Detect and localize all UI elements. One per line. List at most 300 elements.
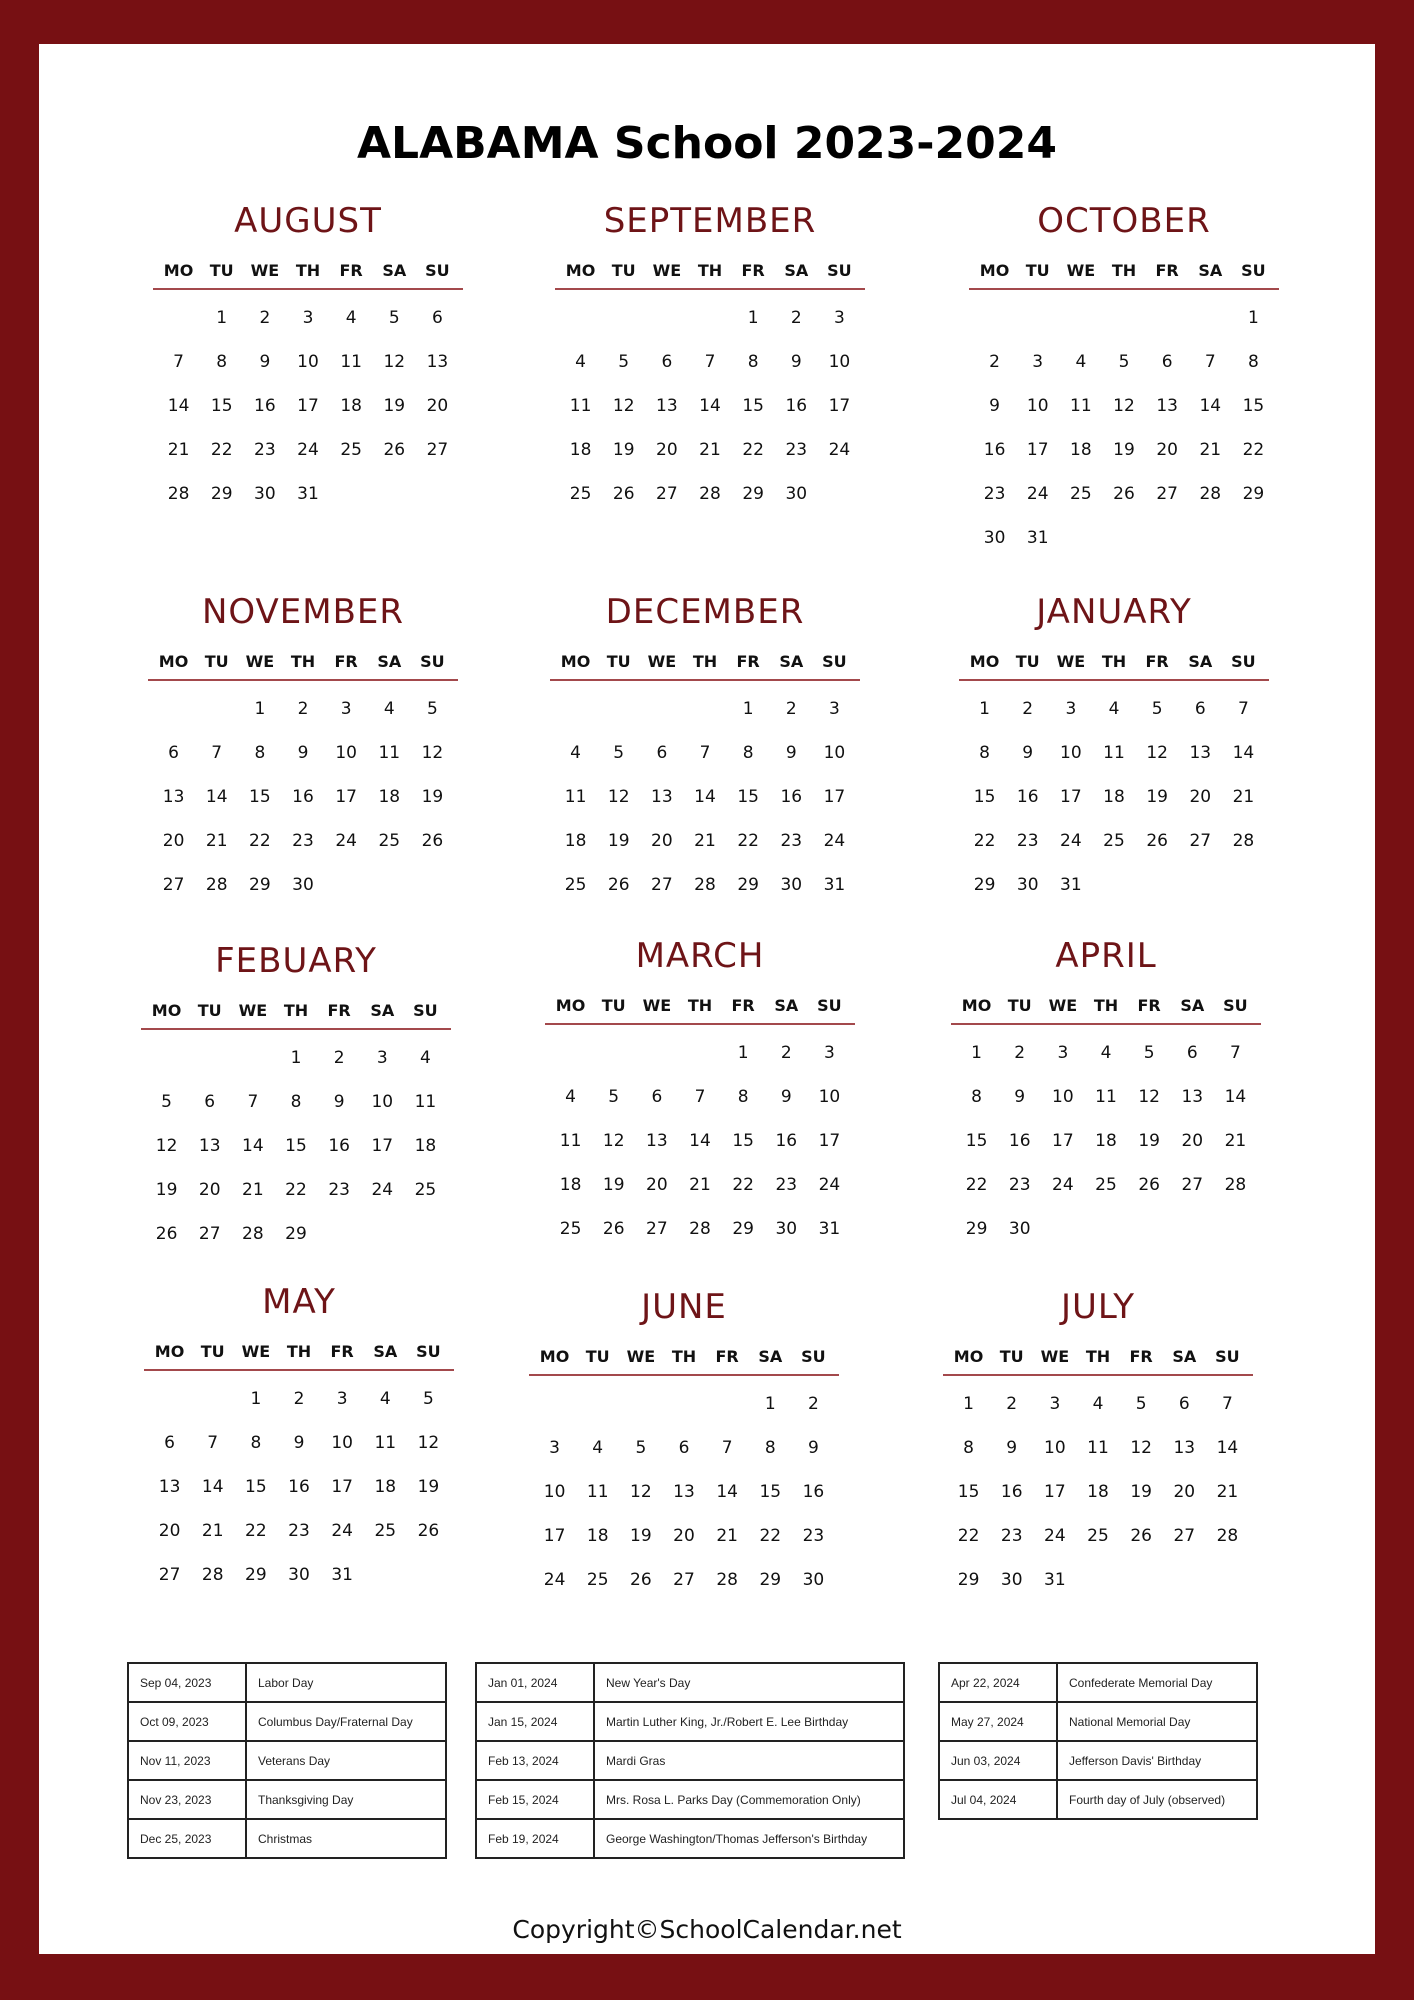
day-cell: 19 <box>607 831 630 851</box>
day-cell: 26 <box>1138 1175 1160 1195</box>
day-cell: 14 <box>1224 1087 1247 1107</box>
weekday-label: TU <box>999 1347 1024 1366</box>
day-grid <box>141 1030 451 1256</box>
day-cell: 18 <box>569 440 592 460</box>
weekday-header <box>144 1335 454 1371</box>
day-cell: 2 <box>293 1389 305 1409</box>
holiday-date: Feb 13, 2024 <box>476 1741 594 1780</box>
day-cell: 2 <box>780 1043 792 1063</box>
day-cell: 13 <box>162 787 185 807</box>
day-cell: 24 <box>1044 1526 1066 1546</box>
holiday-name: Veterans Day <box>246 1741 446 1780</box>
day-cell: 3 <box>829 699 840 719</box>
weekday-label: MO <box>953 1347 984 1366</box>
empty-day <box>678 1031 721 1075</box>
holiday-name: Martin Luther King, Jr./Robert E. Lee Birthday <box>594 1702 904 1741</box>
day-cell: 15 <box>759 1482 782 1502</box>
day-cell: 29 <box>973 875 996 895</box>
day-cell: 27 <box>1173 1526 1196 1546</box>
day-cell: 3 <box>1032 352 1044 372</box>
weekday-header <box>951 989 1261 1025</box>
day-cell: 1 <box>254 699 266 719</box>
day-grid <box>529 1376 839 1602</box>
day-cell: 20 <box>651 831 673 851</box>
day-cell: 31 <box>1060 875 1082 895</box>
holiday-date: Apr 22, 2024 <box>939 1663 1057 1702</box>
day-cell: 27 <box>162 875 185 895</box>
weekday-label: SA <box>758 1347 783 1366</box>
day-cell: 6 <box>168 743 179 763</box>
weekday-label: FR <box>1137 996 1161 1015</box>
holiday-row <box>476 1702 904 1741</box>
holiday-row <box>476 1663 904 1702</box>
weekday-label: TH <box>286 1342 312 1361</box>
day-cell: 7 <box>1222 1394 1233 1414</box>
day-cell: 4 <box>565 1087 576 1107</box>
day-cell: 17 <box>823 787 846 807</box>
weekday-label: MO <box>560 652 591 671</box>
weekday-label: TH <box>1111 261 1137 280</box>
day-cell: 1 <box>216 308 228 328</box>
weekday-label: SA <box>377 652 402 671</box>
day-cell: 7 <box>1230 1043 1241 1063</box>
empty-day <box>688 296 731 340</box>
weekday-label: MO <box>154 1342 185 1361</box>
day-cell: 10 <box>818 1087 841 1107</box>
day-cell: 8 <box>979 743 990 763</box>
holiday-name: Columbus Day/Fraternal Day <box>246 1702 446 1741</box>
day-cell: 17 <box>818 1131 841 1151</box>
day-cell: 3 <box>1065 699 1077 719</box>
day-cell: 22 <box>1242 440 1265 460</box>
day-cell: 27 <box>1189 831 1212 851</box>
holiday-name: Mardi Gras <box>594 1741 904 1780</box>
day-cell: 21 <box>699 440 721 460</box>
empty-day <box>619 1382 662 1426</box>
weekday-label: SU <box>416 1342 441 1361</box>
day-cell: 16 <box>775 1131 798 1151</box>
day-cell: 20 <box>426 396 449 416</box>
weekday-label: MO <box>158 652 189 671</box>
day-cell: 15 <box>973 787 996 807</box>
day-cell: 27 <box>656 484 678 504</box>
day-cell: 31 <box>331 1565 353 1585</box>
day-cell: 16 <box>292 787 314 807</box>
day-cell: 12 <box>1130 1438 1152 1458</box>
day-cell: 25 <box>374 1521 397 1541</box>
day-cell: 8 <box>742 743 754 763</box>
day-cell: 18 <box>1095 1131 1117 1151</box>
day-cell: 20 <box>162 831 185 851</box>
day-cell: 24 <box>818 1175 841 1195</box>
day-cell: 2 <box>808 1394 819 1414</box>
weekday-label: TU <box>1015 652 1040 671</box>
weekday-label: TU <box>204 652 229 671</box>
day-cell: 29 <box>1242 484 1265 504</box>
holiday-date: Sep 04, 2023 <box>128 1663 246 1702</box>
day-cell: 13 <box>1189 743 1212 763</box>
weekday-label: FR <box>715 1347 739 1366</box>
day-cell: 30 <box>254 484 276 504</box>
day-cell: 30 <box>802 1570 825 1590</box>
weekday-label: WE <box>626 1347 656 1366</box>
weekday-header <box>148 645 458 681</box>
day-cell: 29 <box>742 484 764 504</box>
day-cell: 9 <box>293 1433 305 1453</box>
day-cell: 13 <box>1181 1087 1204 1107</box>
holiday-date: Oct 09, 2023 <box>128 1702 246 1741</box>
day-cell: 1 <box>737 1043 749 1063</box>
day-cell: 4 <box>570 743 581 763</box>
day-cell: 13 <box>198 1136 221 1156</box>
day-cell: 5 <box>1143 1043 1155 1063</box>
holiday-table-2 <box>475 1662 905 1859</box>
day-cell: 10 <box>331 1433 353 1453</box>
month-name: JANUARY <box>1036 592 1192 632</box>
weekday-label: TU <box>601 996 626 1015</box>
day-cell: 21 <box>205 831 228 851</box>
day-cell: 11 <box>564 787 587 807</box>
weekday-header <box>545 989 855 1025</box>
day-cell: 30 <box>288 1565 310 1585</box>
day-cell: 3 <box>336 1389 348 1409</box>
weekday-label: SA <box>784 261 809 280</box>
weekday-label: SA <box>1188 652 1213 671</box>
holiday-date: Dec 25, 2023 <box>128 1819 246 1858</box>
month-july <box>943 1284 1253 1602</box>
day-cell: 15 <box>210 396 233 416</box>
day-cell: 18 <box>1070 440 1092 460</box>
day-cell: 30 <box>780 875 803 895</box>
day-cell: 16 <box>802 1482 825 1502</box>
day-cell: 5 <box>427 699 438 719</box>
day-cell: 24 <box>1026 484 1049 504</box>
day-cell: 5 <box>618 352 630 372</box>
day-cell: 28 <box>1232 831 1255 851</box>
holiday-row <box>128 1663 446 1702</box>
day-cell: 24 <box>823 831 846 851</box>
day-cell: 30 <box>1000 1570 1023 1590</box>
day-cell: 18 <box>374 1477 397 1497</box>
day-cell: 5 <box>608 1087 620 1107</box>
month-april <box>951 933 1261 1251</box>
weekday-label: FR <box>1145 652 1169 671</box>
day-cell: 16 <box>780 787 803 807</box>
day-cell: 19 <box>383 396 406 416</box>
day-cell: 8 <box>216 352 228 372</box>
day-cell: 31 <box>818 1219 841 1239</box>
day-cell: 10 <box>828 352 851 372</box>
day-cell: 9 <box>989 396 1000 416</box>
day-cell: 27 <box>426 440 449 460</box>
day-cell: 27 <box>158 1565 181 1585</box>
day-cell: 10 <box>335 743 357 763</box>
day-cell: 21 <box>167 440 190 460</box>
empty-day <box>191 1377 234 1421</box>
empty-day <box>645 296 688 340</box>
day-cell: 3 <box>302 308 314 328</box>
day-cell: 10 <box>1044 1438 1066 1458</box>
day-cell: 6 <box>1178 1394 1190 1414</box>
day-cell: 17 <box>828 396 851 416</box>
day-cell: 9 <box>1014 1087 1026 1107</box>
day-cell: 7 <box>173 352 184 372</box>
day-cell: 23 <box>1016 831 1039 851</box>
weekday-label: SU <box>425 261 450 280</box>
weekday-label: WE <box>647 652 677 671</box>
weekday-label: FR <box>741 261 765 280</box>
day-cell: 12 <box>417 1433 440 1453</box>
day-cell: 8 <box>971 1087 982 1107</box>
day-cell: 12 <box>1113 396 1135 416</box>
weekday-label: MO <box>163 261 194 280</box>
weekday-label: TH <box>1101 652 1127 671</box>
weekday-label: MO <box>151 1001 182 1020</box>
day-grid <box>555 290 865 516</box>
day-grid <box>951 1025 1261 1251</box>
day-cell: 27 <box>1156 484 1178 504</box>
day-cell: 16 <box>785 396 808 416</box>
day-cell: 11 <box>1095 1087 1117 1107</box>
day-grid <box>943 1376 1253 1602</box>
month-june <box>529 1284 839 1602</box>
month-name: SEPTEMBER <box>603 201 817 241</box>
day-cell: 25 <box>378 831 401 851</box>
weekday-header <box>959 645 1269 681</box>
day-cell: 7 <box>207 1433 219 1453</box>
day-cell: 8 <box>254 743 266 763</box>
day-cell: 30 <box>983 528 1006 548</box>
day-cell: 22 <box>742 440 764 460</box>
day-cell: 12 <box>602 1131 625 1151</box>
month-october <box>969 198 1279 560</box>
day-cell: 28 <box>689 1219 711 1239</box>
month-name: FEBUARY <box>215 941 377 981</box>
day-cell: 24 <box>543 1570 566 1590</box>
weekday-header <box>153 254 463 290</box>
day-cell: 7 <box>699 743 711 763</box>
day-cell: 23 <box>802 1526 825 1546</box>
weekday-label: TH <box>671 1347 697 1366</box>
day-cell: 15 <box>1242 396 1265 416</box>
page-title: ALABAMA School 2023-2024 <box>356 118 1058 169</box>
day-cell: 21 <box>1232 787 1255 807</box>
day-cell: 1 <box>250 1389 262 1409</box>
day-cell: 23 <box>1008 1175 1031 1195</box>
day-cell: 13 <box>646 1131 668 1151</box>
day-cell: 25 <box>1095 1175 1117 1195</box>
empty-day <box>635 1031 678 1075</box>
weekday-label: MO <box>555 996 586 1015</box>
day-cell: 2 <box>259 308 271 328</box>
day-cell: 6 <box>204 1092 216 1112</box>
day-cell: 4 <box>379 1389 391 1409</box>
weekday-label: SU <box>1223 996 1248 1015</box>
month-name: MARCH <box>635 936 765 976</box>
day-cell: 5 <box>1118 352 1130 372</box>
weekday-label: TH <box>283 1001 309 1020</box>
holiday-row <box>939 1741 1257 1780</box>
day-cell: 10 <box>823 743 846 763</box>
day-cell: 28 <box>1199 484 1222 504</box>
day-cell: 26 <box>612 484 635 504</box>
day-cell: 22 <box>737 831 759 851</box>
day-cell: 5 <box>613 743 625 763</box>
month-september <box>555 198 865 516</box>
day-cell: 8 <box>1248 352 1259 372</box>
day-cell: 13 <box>158 1477 181 1497</box>
day-cell: 4 <box>345 308 357 328</box>
day-cell: 21 <box>242 1180 264 1200</box>
day-cell: 5 <box>423 1389 434 1409</box>
month-name: AUGUST <box>234 201 382 241</box>
day-cell: 23 <box>292 831 314 851</box>
weekday-header <box>550 645 860 681</box>
weekday-label: WE <box>642 996 672 1015</box>
day-cell: 9 <box>790 352 802 372</box>
day-grid <box>148 681 458 907</box>
day-cell: 23 <box>328 1180 350 1200</box>
weekday-label: FR <box>334 652 358 671</box>
day-cell: 7 <box>211 743 223 763</box>
holiday-name: Labor Day <box>246 1663 446 1702</box>
day-cell: 7 <box>1238 699 1249 719</box>
weekday-label: FR <box>1155 261 1179 280</box>
day-cell: 5 <box>388 308 400 328</box>
month-march <box>545 933 855 1251</box>
day-cell: 21 <box>201 1521 224 1541</box>
weekday-label: MO <box>969 652 1000 671</box>
day-cell: 31 <box>823 875 846 895</box>
day-cell: 29 <box>737 875 759 895</box>
day-cell: 19 <box>1113 440 1135 460</box>
day-cell: 13 <box>656 396 678 416</box>
day-cell: 2 <box>1022 699 1034 719</box>
empty-day <box>1146 296 1189 340</box>
day-cell: 18 <box>564 831 587 851</box>
day-cell: 20 <box>1173 1482 1196 1502</box>
month-name: DECEMBER <box>605 592 805 632</box>
day-cell: 4 <box>592 1438 604 1458</box>
empty-day <box>1189 296 1232 340</box>
day-cell: 8 <box>747 352 759 372</box>
day-cell: 22 <box>973 831 996 851</box>
day-cell: 11 <box>414 1092 437 1112</box>
day-cell: 17 <box>1044 1482 1066 1502</box>
day-grid <box>144 1371 454 1597</box>
day-cell: 23 <box>1000 1526 1023 1546</box>
weekday-label: WE <box>245 652 275 671</box>
weekday-label: TU <box>200 1342 225 1361</box>
day-cell: 10 <box>543 1482 566 1502</box>
weekday-label: SA <box>370 1001 395 1020</box>
weekday-header <box>555 254 865 290</box>
day-cell: 15 <box>957 1482 980 1502</box>
day-cell: 2 <box>1006 1394 1018 1414</box>
day-cell: 10 <box>297 352 319 372</box>
day-cell: 11 <box>374 1433 397 1453</box>
month-november <box>148 589 458 907</box>
weekday-label: SU <box>822 652 847 671</box>
day-cell: 26 <box>602 1219 625 1239</box>
holiday-name: New Year's Day <box>594 1663 904 1702</box>
weekday-label: TU <box>606 652 631 671</box>
day-cell: 6 <box>656 743 668 763</box>
day-cell: 25 <box>564 875 587 895</box>
weekday-label: WE <box>1056 652 1086 671</box>
day-cell: 25 <box>340 440 362 460</box>
day-cell: 2 <box>785 699 797 719</box>
weekday-label: SU <box>827 261 852 280</box>
day-cell: 7 <box>694 1087 706 1107</box>
day-cell: 3 <box>340 699 352 719</box>
day-cell: 7 <box>1204 352 1216 372</box>
day-cell: 18 <box>559 1175 582 1195</box>
day-cell: 19 <box>1130 1482 1152 1502</box>
weekday-label: SA <box>373 1342 398 1361</box>
day-cell: 2 <box>297 699 309 719</box>
day-cell: 9 <box>1006 1438 1018 1458</box>
weekday-header <box>529 1340 839 1376</box>
day-cell: 2 <box>790 308 802 328</box>
day-cell: 25 <box>1103 831 1125 851</box>
holiday-date: Jul 04, 2024 <box>939 1780 1057 1819</box>
day-cell: 1 <box>1248 308 1259 328</box>
day-cell: 13 <box>673 1482 695 1502</box>
holiday-date: Jan 01, 2024 <box>476 1663 594 1702</box>
day-cell: 15 <box>965 1131 988 1151</box>
day-cell: 14 <box>689 1131 711 1151</box>
day-cell: 17 <box>1052 1131 1074 1151</box>
day-cell: 11 <box>1070 396 1092 416</box>
day-cell: 26 <box>1146 831 1168 851</box>
day-cell: 13 <box>651 787 673 807</box>
day-cell: 5 <box>1135 1394 1147 1414</box>
day-cell: 20 <box>673 1526 695 1546</box>
day-cell: 11 <box>378 743 401 763</box>
day-cell: 27 <box>1181 1175 1204 1195</box>
weekday-label: FR <box>330 1342 354 1361</box>
day-cell: 22 <box>759 1526 782 1546</box>
weekday-label: MO <box>565 261 596 280</box>
day-cell: 18 <box>586 1526 609 1546</box>
day-cell: 29 <box>732 1219 754 1239</box>
day-cell: 6 <box>678 1438 690 1458</box>
day-cell: 13 <box>426 352 449 372</box>
day-cell: 27 <box>198 1224 221 1244</box>
day-cell: 11 <box>569 396 592 416</box>
day-cell: 19 <box>421 787 444 807</box>
day-cell: 14 <box>1232 743 1255 763</box>
day-cell: 12 <box>155 1136 178 1156</box>
day-cell: 12 <box>607 787 630 807</box>
day-cell: 14 <box>1199 396 1222 416</box>
holiday-name: National Memorial Day <box>1057 1702 1257 1741</box>
day-cell: 26 <box>421 831 444 851</box>
empty-day <box>188 1036 231 1080</box>
day-cell: 26 <box>607 875 630 895</box>
weekday-label: TU <box>585 1347 610 1366</box>
day-cell: 26 <box>417 1521 440 1541</box>
day-cell: 17 <box>1026 440 1049 460</box>
day-cell: 18 <box>1103 787 1125 807</box>
empty-day <box>1059 296 1102 340</box>
day-cell: 20 <box>1189 787 1212 807</box>
day-cell: 1 <box>979 699 990 719</box>
day-cell: 13 <box>1173 1438 1196 1458</box>
day-cell: 26 <box>383 440 406 460</box>
weekday-label: SA <box>1180 996 1205 1015</box>
